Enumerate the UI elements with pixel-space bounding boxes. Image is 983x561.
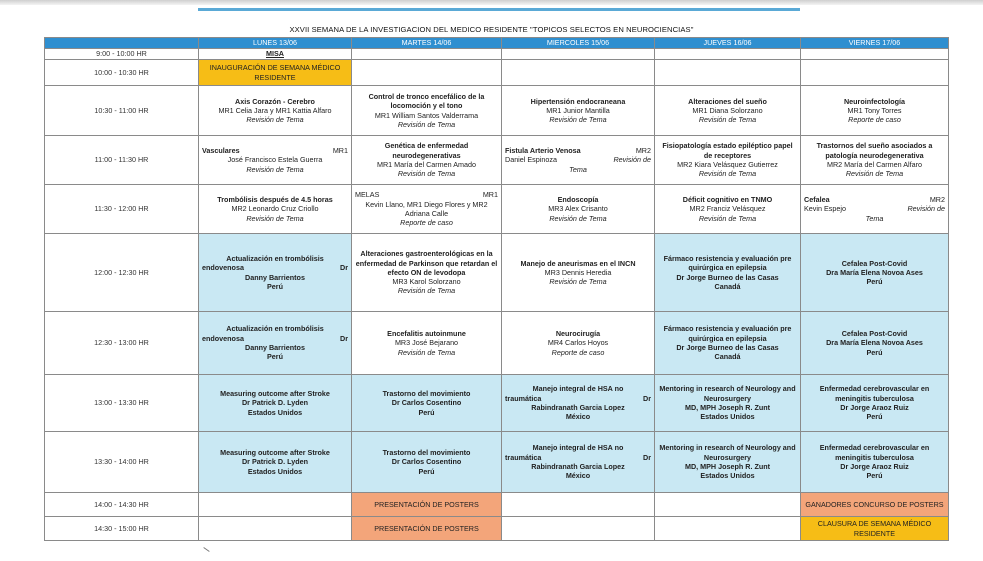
empty-cell (502, 60, 655, 86)
day-header: MARTES 14/06 (352, 38, 502, 49)
session-cell (352, 185, 502, 234)
session-country: Perú (267, 352, 283, 362)
session-presenter: Dr Jorge Burneo de las Casas (676, 343, 779, 352)
empty-cell (502, 493, 655, 517)
session-presenter: MR1 Celia Jara y MR1 Kattia Alfaro (218, 105, 332, 115)
table-row (45, 234, 949, 312)
session-rank: Dr (643, 393, 651, 403)
session-cell (199, 375, 352, 432)
session-title: Manejo integral de HSA no (532, 443, 624, 453)
session-type: Revisión de Tema (549, 213, 607, 223)
session-title: Manejo integral de HSA no (532, 384, 624, 394)
session-presenter: Kevin Llano, MR1 Diego Flores y MR2 Adriana Calle (365, 199, 488, 218)
session-type: Tema (865, 213, 884, 223)
session-cell (502, 86, 655, 136)
session-title: Fistula Arterio Venosa (505, 146, 581, 156)
time-cell: 10:00 - 10:30 HR (45, 60, 199, 86)
empty-cell (801, 60, 949, 86)
session-country: México (565, 471, 591, 481)
session-title: Axis Corazón - Cerebro (235, 96, 315, 106)
empty-cell (655, 517, 801, 541)
session-title: Measuring outcome after Stroke (220, 448, 330, 458)
session-presenter: Dr Patrick D. Lyden (241, 457, 309, 467)
session-title: Manejo de aneurismas en el INCN (520, 258, 636, 268)
day-header: VIERNES 17/06 (801, 38, 949, 49)
table-row (45, 432, 949, 493)
viewer-top-bar (0, 0, 983, 5)
session-title: Trastornos del sueño asociados a patología neurodegenerativa (816, 141, 933, 160)
session-rank: Dr (340, 333, 348, 343)
session-cell (199, 49, 352, 60)
session-title: Enfermedad cerebrovascular en meningitis tuberculosa (819, 443, 930, 462)
time-cell: 11:00 - 11:30 HR (45, 136, 199, 185)
session-rank: MR1 (332, 146, 348, 156)
session-cell (801, 185, 949, 234)
session-type: Reporte de caso (551, 347, 605, 357)
session-title: Trastorno del movimiento (382, 389, 471, 399)
session-presenter: José Francisco Estela Guerra (227, 155, 323, 165)
session-cell (801, 86, 949, 136)
session-presenter: MR3 Dennis Heredia (544, 267, 612, 277)
day-header: JUEVES 16/06 (655, 38, 801, 49)
session-title: Actualización en trombólisis (226, 324, 324, 334)
header-corner (45, 38, 199, 49)
session-cell (352, 234, 502, 312)
session-presenter: Dr Carlos Cosentino (391, 398, 462, 408)
session-presenter: MD, MPH Joseph R. Zunt (684, 462, 771, 471)
session-title: Control de tronco encefálico de la locomoción y el tono (368, 91, 485, 111)
session-presenter: MR2 María del Carmen Alfaro (826, 160, 923, 169)
session-cell (199, 432, 352, 493)
session-cell (502, 312, 655, 375)
session-type: Revisión de Tema (845, 169, 904, 179)
session-rank: MR1 (482, 190, 498, 200)
session-cell (502, 136, 655, 185)
session-cell (801, 375, 949, 432)
empty-cell (655, 493, 801, 517)
session-country: Perú (866, 412, 883, 422)
session-cell (502, 375, 655, 432)
empty-cell (199, 493, 352, 517)
empty-cell (655, 60, 801, 86)
session-presenter: MR2 Kiara Velásquez Gutierrez (677, 160, 778, 169)
session-cell (199, 185, 352, 234)
session-title: Enfermedad cerebrovascular en meningitis tuberculosa (819, 384, 930, 403)
session-presenter: Danny Barrientos (245, 272, 305, 282)
ceremony-cell: INAUGURACIÓN DE SEMANA MÉDICO RESIDENTE (199, 60, 352, 86)
session-cell (352, 432, 502, 493)
closing-cell: CLAUSURA DE SEMANA MÉDICO RESIDENTE (801, 517, 949, 541)
session-country: Perú (866, 277, 883, 287)
session-country: Perú (418, 407, 435, 417)
empty-cell (352, 49, 502, 60)
session-title: Genética de enfermedad neurodegenerativas (384, 141, 469, 160)
session-presenter: Dr Jorge Araoz Ruiz (840, 403, 909, 412)
session-title: Hipertensión endocraneana (530, 96, 626, 106)
empty-cell (199, 517, 352, 541)
table-row (45, 49, 949, 60)
session-presenter: Dra María Elena Novoa Ases (826, 267, 923, 277)
table-row (45, 136, 949, 185)
session-type: Revisión de Tema (698, 169, 757, 179)
session-cell (199, 312, 352, 375)
session-title: MELAS (355, 190, 380, 200)
session-title: traumática (505, 452, 542, 462)
session-title: Endoscopía (557, 195, 599, 205)
table-row (45, 493, 949, 517)
table-row (45, 312, 949, 375)
session-type: Revisión de Tema (397, 119, 456, 129)
session-title: Mentoring in research of Neurology and Neurosurgery (659, 384, 796, 403)
empty-cell (801, 49, 949, 60)
session-cell (352, 375, 502, 432)
schedule-table (44, 37, 949, 541)
time-cell: 13:00 - 13:30 HR (45, 375, 199, 432)
session-title: Neurocirugía (555, 329, 601, 339)
session-title: Fármaco resistencia y evaluación pre quirúrgica en epilepsia (663, 324, 792, 343)
session-presenter: MR1 William Santos Valderrama (374, 110, 479, 120)
session-presenter: Daniel Espinoza (505, 155, 557, 165)
session-type: Revisión de Tema (397, 169, 456, 179)
table-row (45, 185, 949, 234)
session-title: Vasculares (202, 146, 240, 156)
session-type: Revisión de Tema (246, 164, 304, 174)
session-presenter: Dr Carlos Cosentino (391, 457, 462, 467)
session-cell (199, 136, 352, 185)
session-cell (199, 234, 352, 312)
session-title: Mentoring in research of Neurology and Neurosurgery (659, 443, 796, 462)
session-title: endovenosa (202, 333, 244, 343)
session-title: Déficit cognitivo en TNMO (682, 195, 773, 205)
session-title: Alteraciones gastroenterológicas en la enfermedad de Parkinson que retardan el efecto ON de levodopa (355, 249, 498, 277)
session-presenter: MR4 Carlos Hoyos (547, 338, 609, 348)
session-presenter: Dr Jorge Burneo de las Casas (676, 272, 779, 282)
session-presenter: MD, MPH Joseph R. Zunt (684, 403, 771, 412)
session-presenter: MR2 Franciz Velásquez (689, 204, 766, 214)
session-presenter: Danny Barrientos (245, 343, 305, 352)
session-type: Revisión de (907, 204, 945, 214)
session-presenter: Kevin Espejo (804, 204, 846, 214)
session-presenter: MR1 Tony Torres (847, 105, 902, 115)
session-country: Perú (866, 347, 883, 357)
session-cell (352, 136, 502, 185)
session-cell (502, 432, 655, 493)
session-title: Trastorno del movimiento (382, 448, 471, 458)
session-title: Cefalea (804, 195, 830, 205)
time-cell: 14:00 - 14:30 HR (45, 493, 199, 517)
session-title: endovenosa (202, 263, 244, 273)
table-row (45, 86, 949, 136)
day-header: MIERCOLES 15/06 (502, 38, 655, 49)
session-cell (655, 185, 801, 234)
scan-mark (203, 547, 209, 552)
session-rank: MR2 (635, 146, 651, 156)
session-country: Perú (267, 281, 283, 291)
session-cell (655, 312, 801, 375)
session-cell (199, 86, 352, 136)
time-cell: 11:30 - 12:00 HR (45, 185, 199, 234)
table-row (45, 375, 949, 432)
session-presenter: MR1 Diana Solorzano (692, 105, 763, 115)
time-cell: 12:00 - 12:30 HR (45, 234, 199, 312)
session-cell (502, 185, 655, 234)
session-presenter: MR1 María del Carmen Amado (376, 160, 477, 169)
session-type: Reporte de caso (848, 115, 901, 125)
header-row (45, 38, 949, 49)
session-cell (352, 312, 502, 375)
session-cell (655, 432, 801, 493)
session-country: Estados Unidos (700, 412, 755, 422)
session-cell (801, 312, 949, 375)
session-type: Revisión de Tema (549, 277, 607, 287)
session-cell (801, 234, 949, 312)
empty-cell (502, 517, 655, 541)
session-cell (801, 136, 949, 185)
empty-cell (655, 49, 801, 60)
session-title: Neuroinfectología (843, 96, 906, 106)
session-country: Canadá (714, 352, 741, 362)
session-country: Perú (418, 466, 435, 476)
session-cell (655, 136, 801, 185)
session-presenter: MR3 Karol Solorzano (392, 277, 461, 287)
session-title: MISA (266, 49, 284, 59)
session-title: Cefalea Post-Covid (841, 258, 908, 268)
session-country: Estados Unidos (247, 466, 303, 476)
session-type: Revisión de (613, 155, 651, 165)
session-title: Actualización en trombólisis (226, 253, 324, 263)
page-title: XXVII SEMANA DE LA INVESTIGACION DEL MEDICO RESIDENTE "TOPICOS SELECTOS EN NEUROCIENCIAS" (289, 25, 694, 34)
day-header: LUNES 13/06 (199, 38, 352, 49)
session-presenter: Rabindranath Garcia Lopez (531, 403, 625, 412)
empty-cell (502, 49, 655, 60)
session-cell (502, 234, 655, 312)
session-cell (655, 86, 801, 136)
session-rank: Dr (340, 263, 348, 273)
time-cell: 9:00 - 10:00 HR (45, 49, 199, 60)
time-cell: 12:30 - 13:00 HR (45, 312, 199, 375)
session-title: traumática (505, 393, 542, 403)
session-title: Alteraciones del sueño (688, 96, 767, 106)
session-presenter: Dra María Elena Novoa Ases (826, 338, 923, 348)
table-row (45, 517, 949, 541)
session-presenter: Dr Patrick D. Lyden (241, 398, 309, 408)
session-cell (655, 234, 801, 312)
time-cell: 13:30 - 14:00 HR (45, 432, 199, 493)
session-country: Estados Unidos (247, 407, 303, 417)
session-title: Encefalitis autoinmune (387, 329, 466, 339)
session-title: Cefalea Post-Covid (841, 329, 908, 339)
session-title: Measuring outcome after Stroke (220, 389, 330, 399)
session-presenter: Dr Jorge Araoz Ruiz (840, 462, 909, 471)
session-cell (352, 86, 502, 136)
session-type: Revisión de Tema (397, 347, 456, 357)
posters-cell: PRESENTACIÓN DE POSTERS (352, 493, 502, 517)
session-presenter: MR2 Leonardo Cruz Criollo (231, 204, 319, 214)
session-cell (801, 432, 949, 493)
posters-cell: PRESENTACIÓN DE POSTERS (352, 517, 502, 541)
session-country: Perú (866, 471, 883, 481)
session-type: Revisión de Tema (246, 213, 304, 223)
session-type: Revisión de Tema (698, 115, 757, 125)
time-cell: 14:30 - 15:00 HR (45, 517, 199, 541)
session-type: Revisión de Tema (698, 213, 757, 223)
session-rank: Dr (643, 452, 651, 462)
session-presenter: Rabindranath Garcia Lopez (531, 462, 625, 471)
session-country: Canadá (714, 281, 741, 291)
session-country: México (565, 412, 591, 422)
session-title: Trombólisis después de 4.5 horas (217, 195, 333, 205)
session-type: Tema (569, 164, 587, 174)
session-title: Fisiopatología estado epiléptico papel de receptores (662, 141, 793, 160)
session-type: Revisión de Tema (397, 286, 456, 296)
session-cell (655, 375, 801, 432)
session-country: Estados Unidos (700, 471, 755, 481)
posters-winners-cell: GANADORES CONCURSO DE POSTERS (801, 493, 949, 517)
session-presenter: MR1 Junior Mantilla (546, 105, 610, 115)
session-presenter: MR3 Alex Crisanto (548, 204, 608, 214)
session-presenter: MR3 José Bejarano (394, 338, 459, 348)
table-row (45, 60, 949, 86)
header-rule (198, 8, 800, 11)
session-title: Fármaco resistencia y evaluación pre quirúrgica en epilepsia (663, 253, 792, 273)
empty-cell (352, 60, 502, 86)
session-rank: MR2 (929, 195, 945, 205)
time-cell: 10:30 - 11:00 HR (45, 86, 199, 136)
session-type: Revisión de Tema (246, 115, 304, 125)
session-type: Revisión de Tema (549, 115, 607, 125)
session-type: Reporte de caso (400, 218, 453, 228)
